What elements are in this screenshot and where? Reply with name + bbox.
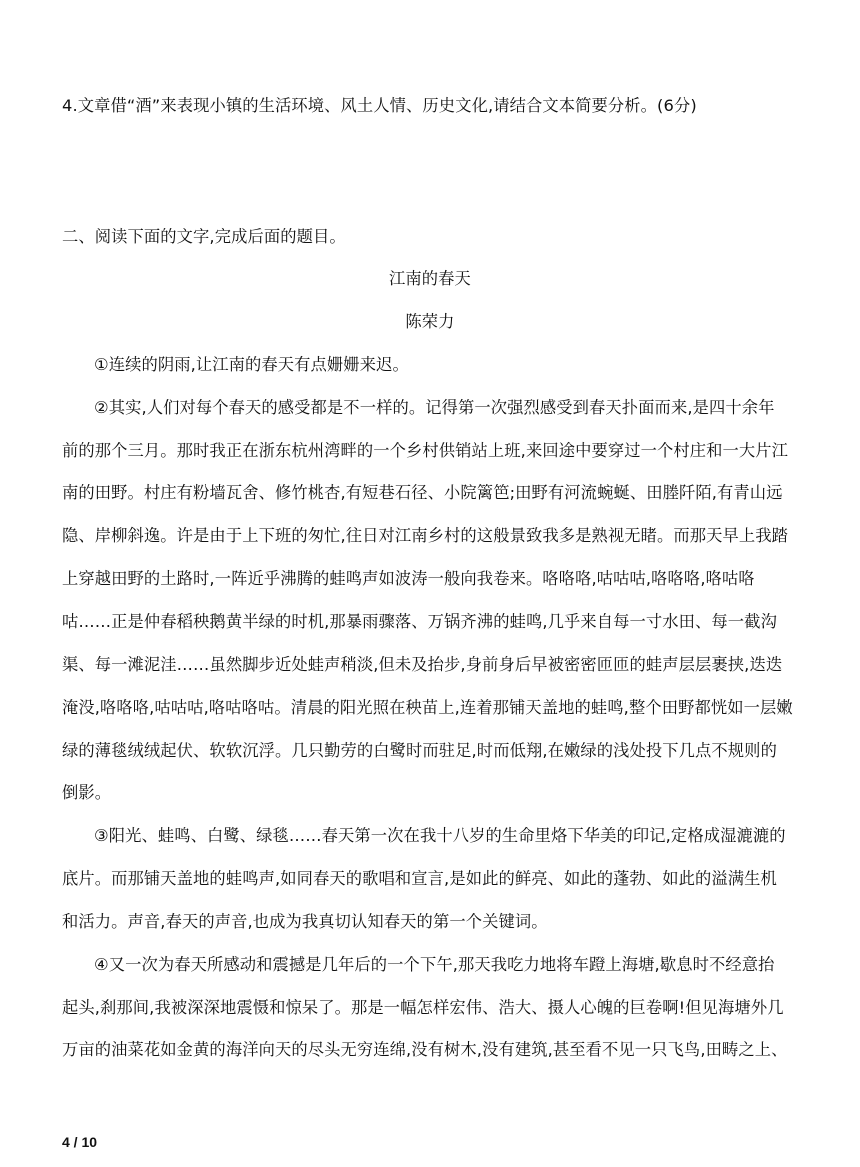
paragraph-2-line: 南的田野。村庄有粉墙瓦舍、修竹桃杏,有短巷石径、小院篱笆;田野有河流蜿蜒、田塍阡陌,有青山远 — [62, 483, 783, 502]
article-title: 江南的春天 — [389, 269, 471, 288]
question-4: 4.文章借“酒”来表现小镇的生活环境、风土人情、历史文化,请结合文本简要分析。(6分) — [62, 96, 697, 115]
page-number: 4 / 10 — [62, 1134, 98, 1150]
paragraph-3-line: ③阳光、蛙鸣、白鹭、绿毯……春天第一次在我十八岁的生命里烙下华美的印记,定格成湿漉漉的 — [94, 826, 786, 845]
paragraph-1-line: ①连续的阴雨,让江南的春天有点姗姗来迟。 — [94, 355, 409, 374]
paragraph-2-line: 咕……正是仲春稻秧鹅黄半绿的时机,那暴雨骤落、万锅齐沸的蛙鸣,几乎来自每一寸水田、每一截沟 — [62, 612, 777, 631]
paragraph-2-line: ②其实,人们对每个春天的感受都是不一样的。记得第一次强烈感受到春天扑面而来,是四十余年 — [94, 398, 775, 417]
paragraph-3-line: 和活力。声音,春天的声音,也成为我真切认知春天的第一个关键词。 — [62, 912, 548, 931]
paragraph-2-line: 隐、岸柳斜逸。许是由于上下班的匆忙,往日对江南乡村的这般景致我多是熟视无睹。而那天早上我踏 — [62, 526, 789, 545]
paragraph-3-line: 底片。而那铺天盖地的蛙鸣声,如同春天的歌唱和宣言,是如此的鲜亮、如此的蓬勃、如此的溢满生机 — [62, 869, 777, 888]
article-author: 陈荣力 — [405, 312, 455, 331]
paragraph-2-line: 上穿越田野的土路时,一阵近乎沸腾的蛙鸣声如波涛一般向我卷来。咯咯咯,咕咕咕,咯咯咯,咯咕咯 — [62, 569, 755, 588]
paragraph-4-line: 起头,刹那间,我被深深地震慑和惊呆了。那是一幅怎样宏伟、浩大、摄人心魄的巨卷啊!但见海塘外几 — [62, 998, 784, 1017]
section-heading: 二、阅读下面的文字,完成后面的题目。 — [62, 227, 346, 246]
paragraph-4-line: ④又一次为春天所感动和震撼是几年后的一个下午,那天我吃力地将车蹬上海塘,歇息时不经意抬 — [94, 955, 775, 974]
paragraph-2-line: 渠、每一滩泥洼……虽然脚步近处蛙声稍淡,但未及抬步,身前身后早被密密匝匝的蛙声层层裹挟,迭迭 — [62, 655, 783, 674]
paragraph-2-line: 淹没,咯咯咯,咕咕咕,咯咕咯咕。清晨的阳光照在秧苗上,连着那铺天盖地的蛙鸣,整个田野都恍如一层嫩 — [62, 698, 793, 717]
paragraph-2-line: 绿的薄毯绒绒起伏、软软沉浮。几只勤劳的白鹭时而驻足,时而低翔,在嫩绿的浅处投下几点不规则的 — [62, 741, 777, 760]
paragraph-4-line: 万亩的油菜花如金黄的海洋向天的尽头无穷连绵,没有树木,没有建筑,甚至看不见一只飞鸟,田畴之上、 — [62, 1040, 788, 1059]
paragraph-2-line: 倒影。 — [62, 783, 112, 802]
paragraph-2-line: 前的那个三月。那时我正在浙东杭州湾畔的一个乡村供销站上班,来回途中要穿过一个村庄和一大片江 — [62, 441, 789, 460]
